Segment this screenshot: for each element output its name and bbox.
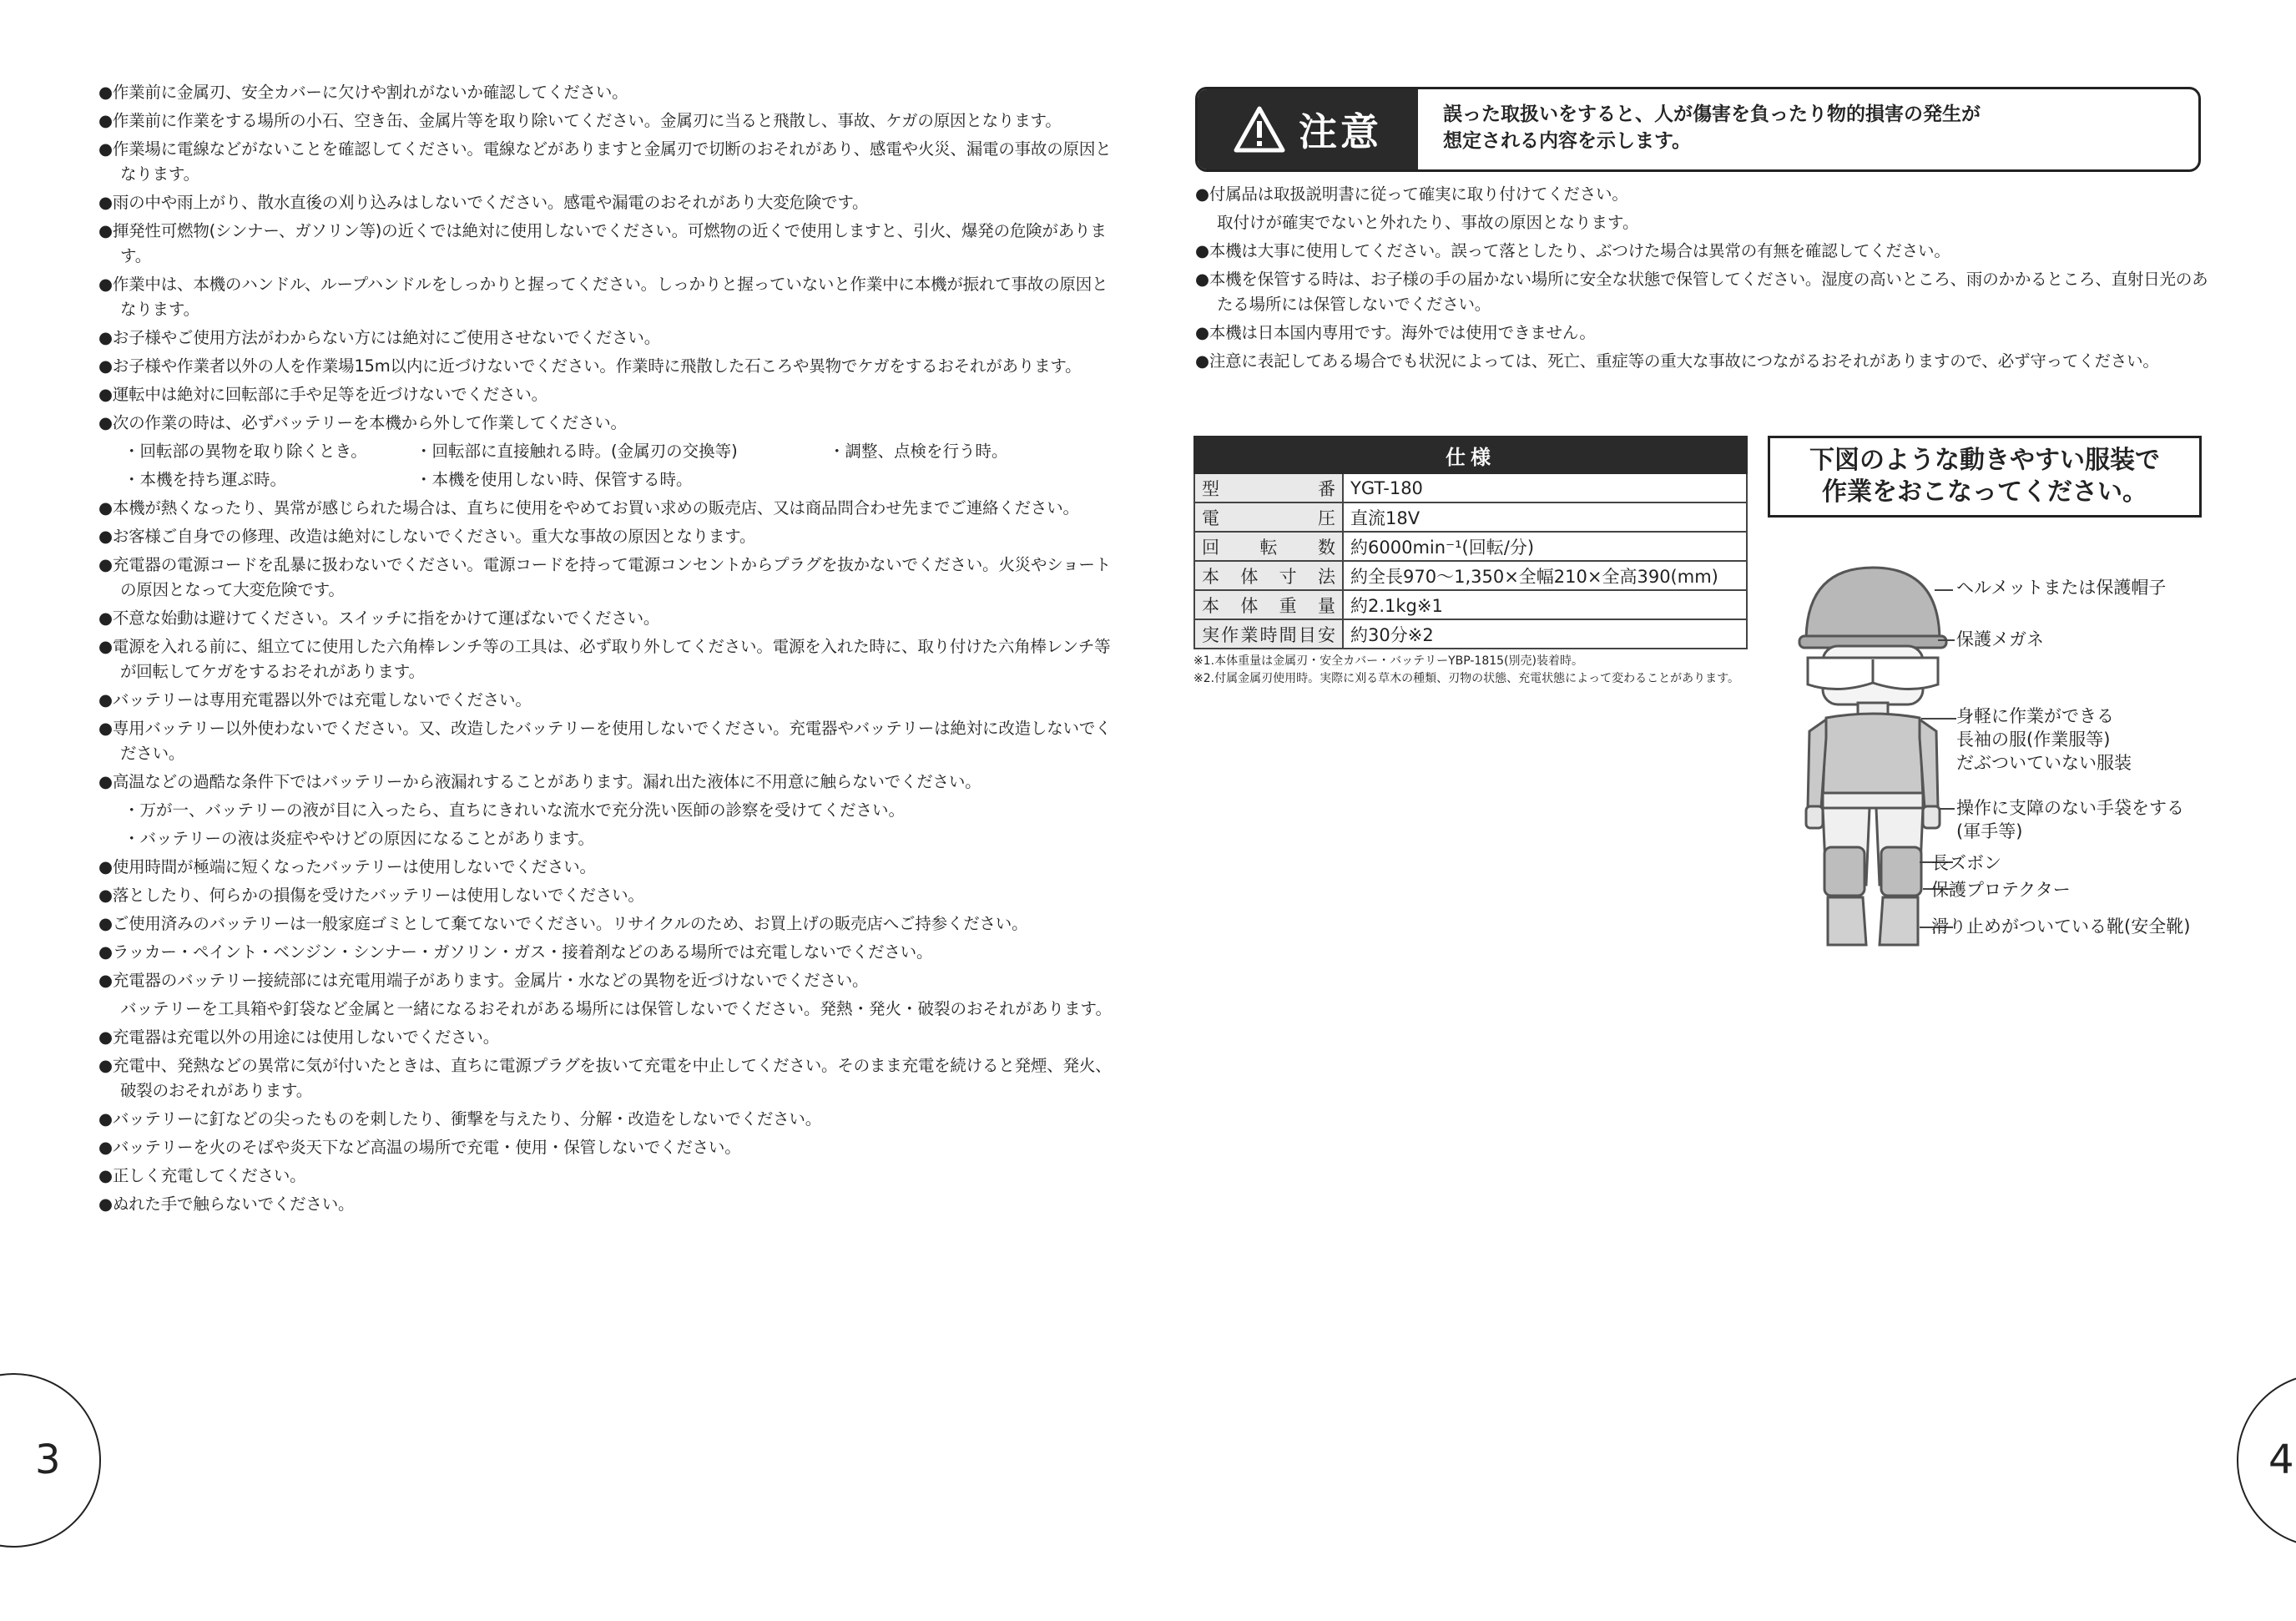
page-number: 4: [2268, 1437, 2294, 1483]
spec-table: [1193, 436, 1748, 649]
spec-key: 実作業時間目安: [1194, 619, 1343, 649]
warning-item: ●作業場に電線などがないことを確認してください。電線などがありますと金属刃で切断のおそれがあり、感電や火災、漏電の事故の原因となります。: [98, 139, 1112, 184]
figure-label: 操作に支障のない手袋をする: [1956, 798, 2184, 818]
left-page-content: [98, 80, 1121, 1220]
figure-label: (軍手等): [1956, 821, 2023, 841]
leader-line: [1940, 808, 1955, 810]
figure-label: 滑り止めがついている靴(安全靴): [1931, 917, 2191, 937]
spec-row: [1194, 502, 1747, 532]
caution-text-line: 誤った取扱いをすると、人が傷害を負ったり物的損害の発生が: [1443, 104, 1981, 125]
warning-item: ●充電器の電源コードを乱暴に扱わないでください。電源コードを持って電源コンセントからプラグを抜かないでください。火災やショートの原因となって大変危険です。: [98, 555, 1112, 599]
warning-item: ●充電器のバッテリー接続部には充電用端子があります。金属片・水などの異物を近づけないでください。: [98, 971, 869, 990]
warning-item: ●正しく充電してください。: [98, 1166, 306, 1185]
spec-value: 約2.1kg※1: [1343, 590, 1747, 619]
spec-key: 電圧: [1194, 502, 1343, 532]
figure-label: 保護メガネ: [1956, 629, 2044, 649]
spec-row: [1194, 532, 1747, 561]
spec-note: ※2.付属金属刃使用時。実際に刈る草木の種類、刃物の状態、充電状態によって変わることがあります。: [1193, 672, 1739, 685]
figure-label: 保護プロテクター: [1931, 880, 2071, 900]
caution-label: 注意: [1299, 109, 1382, 154]
caution-item: ●本機は大事に使用してください。誤って落としたり、ぶつけた場合は異常の有無を確認してください。: [1195, 241, 1950, 260]
spec-key: 回転数: [1194, 532, 1343, 561]
warning-item: ●バッテリーを火のそばや炎天下など高温の場所で充電・使用・保管しないでください。: [98, 1138, 741, 1157]
caution-description: [1418, 89, 2198, 169]
caution-item: ●付属品は取扱説明書に従って確実に取り付けてください。: [1195, 184, 1628, 204]
warning-item: ●運転中は絶対に回転部に手や足等を近づけないでください。: [98, 385, 548, 404]
warning-item: ●高温などの過酷な条件下ではバッテリーから液漏れすることがあります。漏れ出た液体に不用意に触らないでください。: [98, 772, 981, 791]
sub-item: ・バッテリーの液は炎症ややけどの原因になることがあります。: [124, 829, 594, 848]
dress-instruction-line: 下図のような動きやすい服装で: [1809, 446, 2160, 475]
spec-value: 約30分※2: [1343, 619, 1747, 649]
spec-value: YGT-180: [1343, 473, 1747, 502]
spec-row: [1194, 590, 1747, 619]
spec-note: ※1.本体重量は金属刃・安全カバー・バッテリーYBP-1815(別売)装着時。: [1193, 654, 1583, 668]
warning-item: ●ぬれた手で触らないでください。: [98, 1194, 355, 1214]
warning-item: ●揮発性可燃物(シンナー、ガソリン等)の近くでは絶対に使用しないでください。可燃物の近くで使用しますと、引火、爆発の危険があります。: [98, 221, 1107, 265]
warning-item: ●使用時間が極端に短くなったバッテリーは使用しないでください。: [98, 857, 596, 876]
warning-item: ●落としたり、何らかの損傷を受けたバッテリーは使用しないでください。: [98, 886, 644, 905]
caution-banner: [1195, 87, 2201, 172]
warning-item: ●充電中、発熱などの異常に気が付いたときは、直ちに電源プラグを抜いて充電を中止してください。そのまま充電を続けると発煙、発火、破裂のおそれがあります。: [98, 1056, 1112, 1100]
spec-value: 約全長970～1,350×全幅210×全高390(mm): [1343, 561, 1747, 590]
warning-item: ●お子様やご使用方法がわからない方には絶対にご使用させないでください。: [98, 328, 661, 347]
caution-label-block: [1198, 89, 1418, 169]
warning-item: ●充電器は充電以外の用途には使用しないでください。: [98, 1028, 500, 1047]
warning-item: ●バッテリーは専用充電器以外では充電しないでください。: [98, 690, 532, 710]
sub-item: ・回転部に直接触れる時。(金属刃の交換等): [416, 442, 738, 461]
spec-notes: [1193, 653, 1753, 688]
right-page-content: [1195, 182, 2222, 377]
sub-list-row: [98, 439, 1121, 464]
dress-instruction-box: [1768, 436, 2202, 518]
warning-item: ●本機が熱くなったり、異常が感じられた場合は、直ちに使用をやめてお買い求めの販売店、又は商品問合わせ先までご連絡ください。: [98, 498, 1079, 518]
warning-item: ●次の作業の時は、必ずバッテリーを本機から外して作業してください。: [98, 413, 627, 432]
leader-line: [1935, 589, 1953, 591]
spec-key: 型番: [1194, 473, 1343, 502]
caution-item: ●本機を保管する時は、お子様の手の届かない場所に安全な状態で保管してください。湿度の高いところ、雨のかかるところ、直射日光のあたる場所には保管しないでください。: [1195, 270, 2208, 314]
caution-item: ●注意に表記してある場合でも状況によっては、死亡、重症等の重大な事故につながるおそれがありますので、必ず守ってください。: [1195, 351, 2159, 371]
figure-label: 身軽に作業ができる: [1956, 706, 2114, 726]
spec-row: [1194, 619, 1747, 649]
figure-label: だぶついていない服装: [1956, 753, 2132, 773]
caution-text-line: 想定される内容を示します。: [1443, 130, 1692, 152]
leader-line: [1938, 639, 1955, 641]
dress-instruction-line: 作業をおこなってください。: [1822, 477, 2147, 507]
warning-item: ●お子様や作業者以外の人を作業場15m以内に近づけないでください。作業時に飛散した石ころや異物でケガをするおそれがあります。: [98, 356, 1082, 376]
spec-key: 本体寸法: [1194, 561, 1343, 590]
warning-item: ●お客様ご自身での修理、改造は絶対にしないでください。重大な事故の原因となります。: [98, 527, 756, 546]
sub-item: ・本機を持ち運ぶ時。: [124, 470, 287, 489]
warning-item: ●作業中は、本機のハンドル、ループハンドルをしっかりと握ってください。しっかりと握っていないと作業中に本機が振れて事故の原因となります。: [98, 275, 1108, 319]
warning-item: ●作業前に作業をする場所の小石、空き缶、金属片等を取り除いてください。金属刃に当ると飛散し、事故、ケガの原因となります。: [98, 111, 1062, 130]
sub-list-row: [98, 467, 1121, 492]
warning-continuation: バッテリーを工具箱や釘袋など金属と一緒になるおそれがある場所には保管しないでください。発熱・発火・破裂のおそれがあります。: [120, 999, 1112, 1018]
spec-value: 直流18V: [1343, 502, 1747, 532]
spec-row: [1194, 473, 1747, 502]
warning-item: ●不意な始動は避けてください。スイッチに指をかけて運ばないでください。: [98, 609, 660, 628]
warning-triangle-icon: [1234, 106, 1285, 153]
sub-item: ・本機を使用しない時、保管する時。: [416, 470, 693, 489]
page-number-right: [2237, 1373, 2296, 1548]
sub-item: ・調整、点検を行う時。: [829, 442, 1008, 461]
figure-label: ヘルメットまたは保護帽子: [1956, 578, 2167, 598]
warning-item: ●作業前に金属刃、安全カバーに欠けや割れがないか確認してください。: [98, 83, 628, 102]
page-number-left: [0, 1373, 101, 1548]
page-number: 3: [35, 1437, 61, 1483]
sub-item: ・回転部の異物を取り除くとき。: [124, 442, 367, 461]
spec-row: [1194, 561, 1747, 590]
leader-line: [1921, 718, 1956, 720]
caution-item: ●本機は日本国内専用です。海外では使用できません。: [1195, 323, 1596, 342]
sub-item: ・万が一、バッテリーの液が目に入ったら、直ちにきれいな流水で充分洗い医師の診察を受けてください。: [124, 800, 906, 820]
caution-continuation: 取付けが確実でないと外れたり、事故の原因となります。: [1217, 213, 1639, 232]
warning-item: ●電源を入れる前に、組立てに使用した六角棒レンチ等の工具は、必ず取り外してください。電源を入れた時に、取り付けた六角棒レンチ等が回転してケガをするおそれがあります。: [98, 637, 1111, 681]
figure-label: 長ズボン: [1931, 853, 2001, 873]
spec-key: 本体重量: [1194, 590, 1343, 619]
warning-item: ●ラッカー・ペイント・ベンジン・シンナー・ガソリン・ガス・接着剤などのある場所では充電しないでください。: [98, 942, 933, 962]
spec-title: 仕様: [1194, 437, 1747, 473]
warning-item: ●専用バッテリー以外使わないでください。又、改造したバッテリーを使用しないでください。充電器やバッテリーは絶対に改造しないでください。: [98, 719, 1112, 763]
warning-item: ●ご使用済みのバッテリーは一般家庭ゴミとして棄てないでください。リサイクルのため、お買上げの販売店へご持参ください。: [98, 914, 1028, 933]
warning-item: ●雨の中や雨上がり、散水直後の刈り込みはしないでください。感電や漏電のおそれがあり大変危険です。: [98, 193, 869, 212]
figure-label: 長袖の服(作業服等): [1956, 730, 2111, 750]
warning-item: ●バッテリーに釘などの尖ったものを刺したり、衝撃を与えたり、分解・改造をしないでください。: [98, 1109, 822, 1129]
spec-value: 約6000min⁻¹(回転/分): [1343, 532, 1747, 561]
